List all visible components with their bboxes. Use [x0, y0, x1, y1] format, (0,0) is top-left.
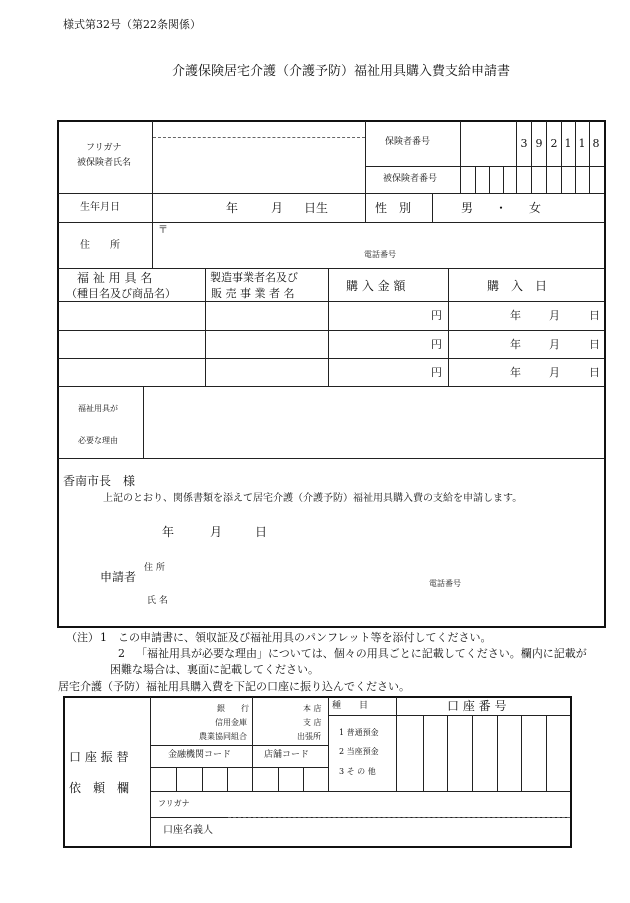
- insurer-digit: 8: [592, 137, 600, 150]
- account-number-label: 口 座 番 号: [447, 699, 507, 713]
- row2-year: 年: [510, 338, 521, 351]
- phone-label: 電話番号: [364, 250, 396, 259]
- application-statement: 上記のとおり、関係書類を添えて居宅介護（介護予防）福祉用具購入費の支給を申請します。: [103, 493, 523, 504]
- reason-label-2: 必要な理由: [78, 436, 118, 445]
- branch-code-label: 店舗コード: [264, 750, 310, 760]
- maker-col-subheader: 販 売 事 業 者 名: [211, 287, 295, 300]
- sex-label: 性 別: [375, 201, 412, 215]
- deposit-type-current[interactable]: 2 当座預金: [339, 747, 379, 756]
- insurer-digit: 2: [550, 137, 558, 150]
- dob-day-unit: 日生: [304, 201, 329, 215]
- sex-male-option[interactable]: 男: [461, 201, 474, 215]
- branch-type-office: 出張所: [297, 732, 321, 741]
- branch-type-branch: 支 店: [303, 718, 322, 727]
- dob-month-unit: 月: [271, 201, 284, 215]
- deposit-type-other[interactable]: 3 そ の 他: [339, 767, 376, 776]
- note1-number: 1: [100, 631, 107, 644]
- row2-yen: 円: [431, 338, 442, 351]
- insured-number-label: 被保険者番号: [383, 174, 438, 184]
- date-col-header: 購 入 日: [487, 279, 548, 293]
- application-day-unit: 日: [255, 525, 268, 539]
- note1-text: この申請書に、領収証及び福祉用具のパンフレット等を添付してください。: [118, 631, 492, 644]
- note2-text-a: 「福祉用具が必要な理由」については、個々の用具ごとに記載してください。欄内に記載が: [136, 647, 587, 660]
- row1-day: 日: [589, 309, 600, 322]
- sex-separator: ・: [495, 201, 508, 215]
- notes-prefix: （注）: [66, 631, 99, 644]
- row2-month: 月: [549, 338, 560, 351]
- equipment-col-subheader: （種目名及び商品名）: [66, 287, 176, 300]
- bank-code-label: 金融機関コード: [168, 750, 232, 760]
- applicant-name-label: 氏 名: [147, 596, 168, 606]
- account-holder-field[interactable]: [230, 820, 566, 844]
- row1-month: 月: [549, 309, 560, 322]
- form-title: 介護保険居宅介護（介護予防）福祉用具購入費支給申請書: [172, 64, 511, 79]
- dob-label: 生年月日: [80, 202, 120, 213]
- row3-yen: 円: [431, 366, 442, 379]
- maker-col-header: 製造事業者名及び: [210, 271, 298, 284]
- applicant-label: 申請者: [100, 570, 137, 584]
- row3-month: 月: [549, 366, 560, 379]
- address-label: 住 所: [80, 240, 120, 251]
- transfer-heading: 居宅介護（予防）福祉用具購入費を下記の口座に振り込んでください。: [58, 680, 410, 693]
- row1-year: 年: [510, 309, 521, 322]
- row3-year: 年: [510, 366, 521, 379]
- sex-female-option[interactable]: 女: [529, 201, 542, 215]
- addressee: 香南市長 様: [63, 474, 136, 488]
- bank-type-bank: 銀 行: [217, 704, 249, 713]
- bank-type-shinkin: 信用金庫: [215, 718, 247, 727]
- deposit-type-label: 種 目: [332, 701, 369, 711]
- bank-type-ja: 農業協同組合: [199, 732, 247, 741]
- bank-side-label-2: 依 頼 欄: [69, 781, 130, 795]
- form-number: 様式第32号（第22条関係）: [63, 18, 201, 31]
- applicant-phone-label: 電話番号: [429, 579, 461, 588]
- insurer-digit: 1: [564, 137, 572, 150]
- row1-yen: 円: [431, 309, 442, 322]
- dob-year-unit: 年: [226, 201, 239, 215]
- row3-day: 日: [589, 366, 600, 379]
- reason-label-1: 福祉用具が: [78, 404, 118, 413]
- application-year-unit: 年: [162, 525, 175, 539]
- row2-day: 日: [589, 338, 600, 351]
- account-holder-label: 口座名義人: [163, 825, 213, 836]
- application-month-unit: 月: [210, 525, 223, 539]
- holder-furigana-label: フリガナ: [158, 799, 190, 808]
- insured-name-label: 被保険者氏名: [77, 158, 132, 168]
- bank-side-label-1: 口 座 振 替: [69, 750, 129, 764]
- equipment-col-header: 福 祉 用 具 名: [77, 271, 153, 285]
- insurer-digit: 3: [520, 137, 528, 150]
- deposit-type-ordinary[interactable]: 1 普通預金: [339, 728, 379, 737]
- amount-col-header: 購 入 金 額: [346, 279, 406, 293]
- furigana-label: フリガナ: [86, 143, 122, 153]
- branch-type-head: 本 店: [303, 704, 322, 713]
- note2-number: 2: [118, 647, 125, 660]
- note2-text-b: 困難な場合は、裏面に記載してください。: [110, 663, 319, 676]
- insurer-number-label: 保険者番号: [385, 137, 431, 147]
- applicant-address-label: 住 所: [144, 563, 165, 573]
- insurer-digit: 1: [578, 137, 586, 150]
- postal-mark: 〒: [158, 225, 168, 236]
- insurer-digit: 9: [535, 137, 543, 150]
